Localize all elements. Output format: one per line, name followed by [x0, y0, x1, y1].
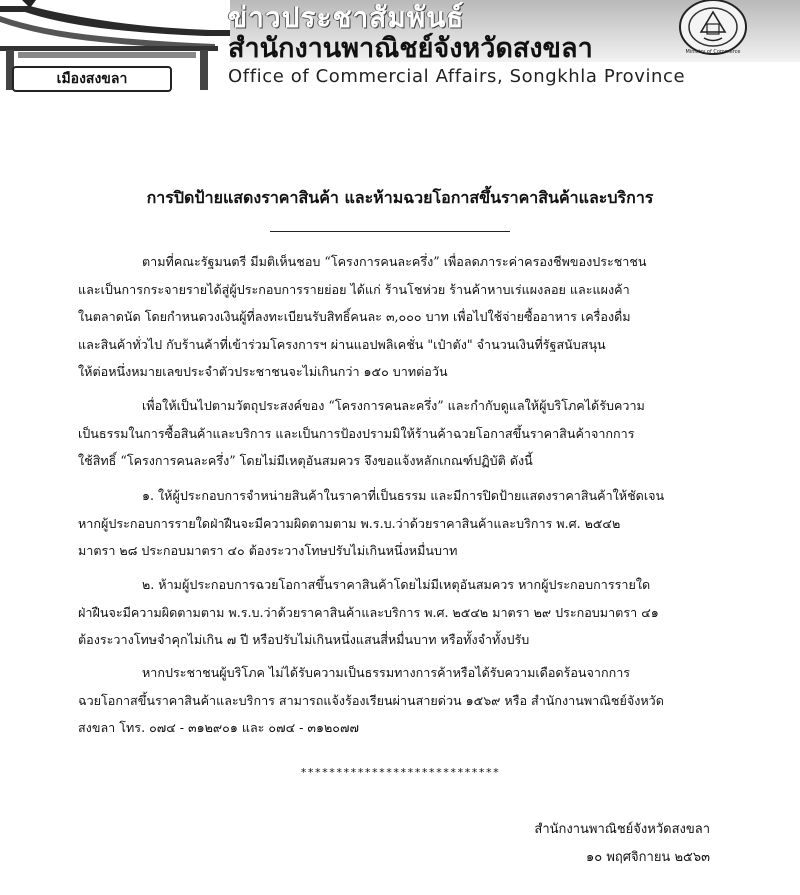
paragraph-line: ตามที่คณะรัฐมนตรี มีมติเห็นชอบ “โครงการคนละครึ่ง” เพื่อลดภาระค่าครองชีพของประชาชน: [142, 254, 647, 269]
paragraph-4: [78, 571, 718, 654]
letterhead-office-thai: สำนักงานพาณิชย์จังหวัดสงขลา: [228, 33, 593, 64]
seal-text: Ministry of Commerce: [685, 49, 741, 55]
paragraph-line: ใช้สิทธิ์ “โครงการคนละครึ่ง” โดยไม่มีเหตุอันสมควร จึงขอแจ้งหลักเกณฑ์ปฏิบัติ ดังนี้: [78, 453, 533, 468]
letterhead-office-english: Office of Commercial Affairs, Songkhla Province: [228, 66, 686, 87]
paragraph-5: [78, 659, 718, 742]
paragraph-line: ให้ต่อหนึ่งหมายเลขประจำตัวประชาชนจะไม่เกินกว่า ๑๕๐ บาทต่อวัน: [78, 364, 448, 379]
document-title: การปิดป้ายแสดงราคาสินค้า และห้ามฉวยโอกาสขึ้นราคาสินค้าและบริการ: [146, 188, 654, 207]
title-underline: [270, 231, 510, 232]
signoff-office: สำนักงานพาณิชย์จังหวัดสงขลา: [534, 822, 710, 837]
paragraph-line: ต้องระวางโทษจำคุกไม่เกิน ๗ ปี หรือปรับไม่เกินหนึ่งแสนสี่หมื่นบาท หรือทั้งจำทั้งปรับ: [78, 632, 530, 647]
paragraph-1: [78, 248, 718, 386]
city-badge: เมืองสงขลา: [12, 66, 172, 92]
paragraph-line: สงขลา โทร. ๐๗๔ - ๓๑๒๙๐๑ และ ๐๗๔ - ๓๑๒๐๗๗: [78, 720, 359, 735]
paragraph-line: หากผู้ประกอบการรายใดฝ่าฝืนจะมีความผิดตามตาม พ.ร.บ.ว่าด้วยราคาสินค้าและบริการ พ.ศ. ๒๕๔๒: [78, 515, 621, 531]
paragraph-line: และเป็นการกระจายรายได้สู่ผู้ประกอบการรายย่อย ได้แก่ ร้านโชห่วย ร้านค้าหาบเร่แผงลอย และแผงค้า: [78, 281, 630, 297]
paragraph-line: ฉวยโอกาสขึ้นราคาสินค้าและบริการ สามารถแจ้งร้องเรียนผ่านสายด่วน ๑๕๖๙ หรือ สำนักงานพาณิชย์จังหวัด: [78, 692, 664, 708]
paragraph-line: มาตรา ๒๘ ประกอบมาตรา ๔๐ ต้องระวางโทษปรับไม่เกินหนึ่งหมื่นบาท: [78, 543, 458, 558]
paragraph-line: หากประชาชนผู้บริโภค ไม่ได้รับความเป็นธรรมทางการค้าหรือได้รับความเดือดร้อนจากการ: [142, 665, 631, 680]
letterhead: [0, 0, 800, 98]
paragraph-line: ฝ่าฝืนจะมีความผิดตามตาม พ.ร.บ.ว่าด้วยราคาสินค้าและบริการ พ.ศ. ๒๕๔๒ มาตรา ๒๙ ประกอบมาตรา ๔๑: [78, 604, 659, 620]
ministry-seal-icon: [676, 0, 750, 58]
letterhead-title-thai: ข่าวประชาสัมพันธ์: [228, 1, 465, 34]
paragraph-line: ๑. ให้ผู้ประกอบการจำหน่ายสินค้าในราคาที่เป็นธรรม และมีการปิดป้ายแสดงราคาสินค้าให้ชัดเจน: [142, 488, 665, 503]
paragraph-3: [78, 482, 718, 565]
paragraph-line: และสินค้าทั่วไป กับร้านค้าที่เข้าร่วมโครงการฯ ผ่านแอปพลิเคชั่น "เป๋าตัง" จำนวนเงินที่รัฐสนับสนุน: [78, 336, 606, 352]
paragraph-line: ในตลาดนัด โดยกำหนดวงเงินผู้ที่ลงทะเบียนรับสิทธิ์คนละ ๓,๐๐๐ บาท เพื่อไปใช้จ่ายซื้ออาหาร เครื่องดื่ม: [78, 309, 631, 324]
paragraph-line: ๒. ห้ามผู้ประกอบการฉวยโอกาสขึ้นราคาสินค้าโดยไม่มีเหตุอันสมควร หากผู้ประกอบการรายใด: [142, 577, 651, 592]
paragraph-line: เป็นธรรมในการซื้อสินค้าและบริการ และเป็นการป้องปรามมิให้ร้านค้าฉวยโอกาสขึ้นราคาสินค้าจากการ: [78, 425, 635, 441]
paragraph-2: [78, 392, 718, 475]
separator-stars: ****************************: [300, 766, 500, 779]
signoff-date: ๑๐ พฤศจิกายน ๒๕๖๓: [586, 850, 710, 865]
paragraph-line: เพื่อให้เป็นไปตามวัตถุประสงค์ของ “โครงการคนละครึ่ง” และกำกับดูแลให้ผู้บริโภคได้รับความ: [142, 398, 645, 413]
